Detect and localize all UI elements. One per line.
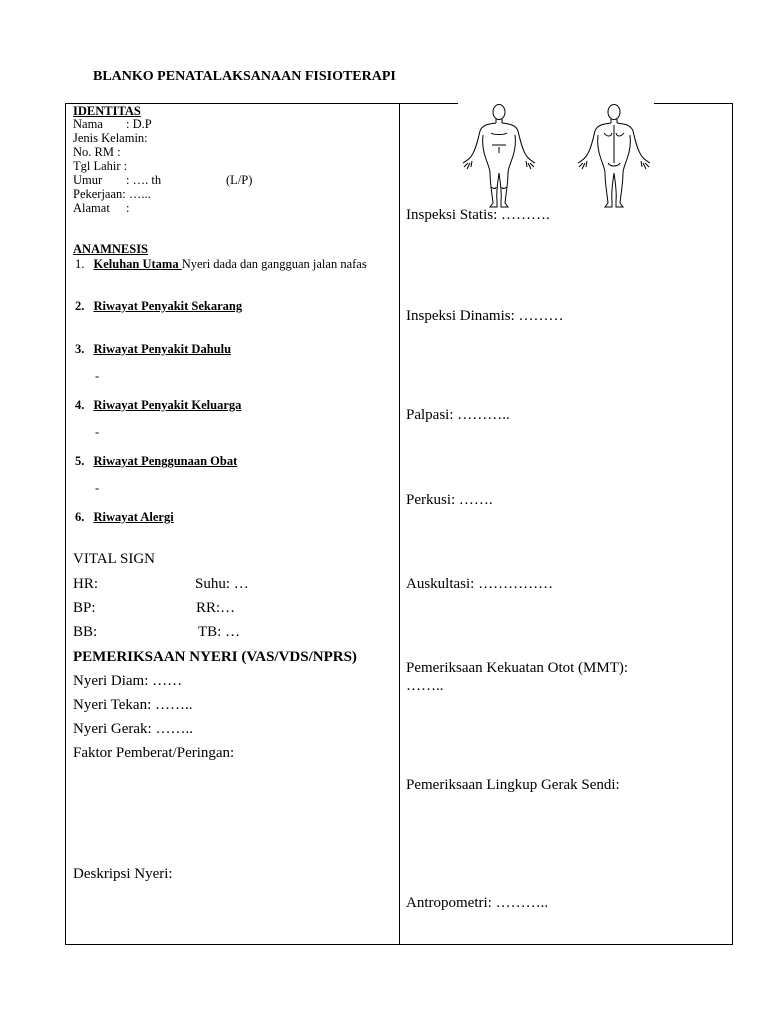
lgs-label: Pemeriksaan Lingkup Gerak Sendi: [406, 777, 620, 793]
column-divider [399, 103, 400, 945]
alamat-label: Alamat [73, 201, 110, 215]
inspeksi-statis: Inspeksi Statis: ………. [406, 207, 550, 223]
anamnesis-item-3 [75, 342, 231, 356]
vital-sign-heading: VITAL SIGN [73, 551, 155, 567]
item-number: 5. [75, 454, 85, 468]
perkusi: Perkusi: ……. [406, 492, 493, 508]
pekerjaan-label: Pekerjaan: …... [73, 187, 151, 201]
no-rm-label: No. RM : [73, 145, 121, 159]
bp-label: BP: [73, 600, 96, 616]
item-number: 1. [75, 257, 85, 271]
umur-label: Umur [73, 173, 103, 187]
item-number: 3. [75, 342, 85, 356]
nama-label: Nama [73, 117, 103, 131]
rr-label: RR:… [196, 600, 236, 616]
bb-label: BB: [73, 624, 98, 640]
riwayat-alergi-label: Riwayat Alergi [93, 510, 174, 524]
inspeksi-dinamis: Inspeksi Dinamis: ……… [406, 308, 564, 324]
auskultasi: Auskultasi: …………… [406, 576, 554, 592]
hr-label: HR: [73, 576, 99, 592]
nama-value: : D.P [126, 117, 152, 131]
riwayat-dahulu-dash: - [95, 369, 100, 383]
keluhan-utama-label: Keluhan Utama [93, 257, 182, 271]
riwayat-keluarga-dash: - [95, 425, 100, 439]
identitas-heading: IDENTITAS [73, 104, 141, 118]
page-title: BLANKO PENATALAKSANAAN FISIOTERAPI [93, 69, 396, 84]
tgl-lahir-label: Tgl Lahir : [73, 159, 128, 173]
anamnesis-item-6 [75, 510, 174, 524]
anamnesis-item-2 [75, 299, 242, 313]
item-number: 6. [75, 510, 85, 524]
item-number: 4. [75, 398, 85, 412]
riwayat-obat-label: Riwayat Penggunaan Obat [93, 454, 238, 468]
nyeri-diam: Nyeri Diam: …… [73, 673, 183, 689]
item-number: 2. [75, 299, 85, 313]
nyeri-tekan: Nyeri Tekan: …….. [73, 697, 193, 713]
mmt-label: Pemeriksaan Kekuatan Otot (MMT): [406, 660, 629, 676]
nyeri-gerak: Nyeri Gerak: …….. [73, 721, 193, 737]
nyeri-heading: PEMERIKSAAN NYERI (VAS/VDS/NPRS) [73, 649, 357, 665]
umur-gender: (L/P) [226, 173, 253, 187]
body-front-figure-icon [458, 103, 542, 209]
anamnesis-item-1 [75, 257, 367, 271]
riwayat-dahulu-label: Riwayat Penyakit Dahulu [93, 342, 232, 356]
jenis-kelamin-label: Jenis Kelamin: [73, 131, 148, 145]
antropometri: Antropometri: ……….. [406, 895, 549, 911]
alamat-value: : [126, 201, 130, 215]
riwayat-keluarga-label: Riwayat Penyakit Keluarga [93, 398, 242, 412]
tb-label: TB: … [198, 624, 241, 640]
deskripsi-nyeri: Deskripsi Nyeri: [73, 866, 173, 882]
suhu-label: Suhu: … [195, 576, 249, 592]
palpasi: Palpasi: ……….. [406, 407, 510, 423]
riwayat-obat-dash: - [95, 481, 100, 495]
anamnesis-item-5 [75, 454, 237, 468]
umur-value: : …. th [126, 173, 162, 187]
body-back-figure-icon [572, 103, 656, 209]
faktor-pemberat: Faktor Pemberat/Peringan: [73, 745, 235, 761]
keluhan-utama-value: Nyeri dada dan gangguan jalan nafas [181, 257, 367, 271]
anamnesis-heading: ANAMNESIS [73, 242, 149, 256]
anamnesis-item-4 [75, 398, 241, 412]
riwayat-sekarang-label: Riwayat Penyakit Sekarang [93, 299, 243, 313]
mmt-value: …….. [406, 678, 444, 694]
